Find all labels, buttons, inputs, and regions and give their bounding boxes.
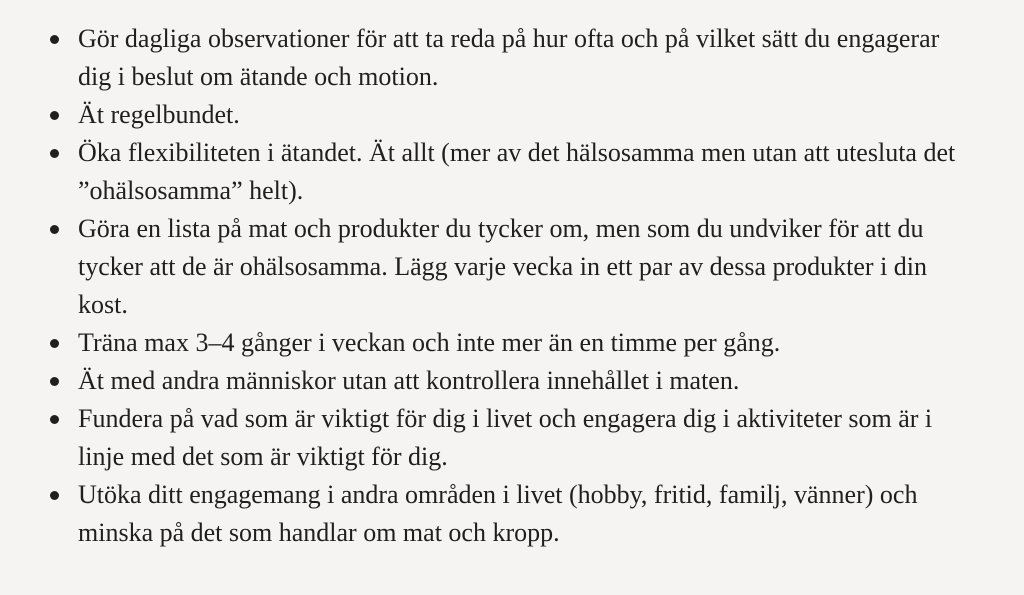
list-item-text: Utöka ditt engagemang i andra områden i livet (hobby, fritid, familj, vänner) och minska på det som handlar om mat och kropp. <box>78 480 918 547</box>
list-item-text: Träna max 3–4 gånger i veckan och inte mer än en timme per gång. <box>78 328 781 357</box>
list-item <box>48 134 974 210</box>
list-item <box>48 476 974 552</box>
list-item <box>48 324 974 362</box>
bullet-dot-icon <box>50 225 59 234</box>
list-item <box>48 210 974 324</box>
list-item <box>48 96 974 134</box>
list-item <box>48 400 974 476</box>
list-item-text: Göra en lista på mat och produkter du tycker om, men som du undviker för att du tycker att de är ohälsosamma. Lägg varje vecka in ett par av dessa produkter i din kost. <box>78 214 928 319</box>
list-item <box>48 20 974 96</box>
list-item-text: Ät med andra människor utan att kontrollera innehållet i maten. <box>78 366 740 395</box>
list-item-text: Fundera på vad som är viktigt för dig i livet och engagera dig i aktiviteter som är i linje med det som är viktigt för dig. <box>78 404 933 471</box>
list-item-text: Ät regelbundet. <box>78 100 240 129</box>
bullet-list <box>48 20 974 552</box>
bullet-dot-icon <box>50 35 59 44</box>
list-item-text: Öka flexibiliteten i ätandet. Ät allt (mer av det hälsosamma men utan att utesluta det ”ohälsosamma” helt). <box>78 138 956 205</box>
bullet-dot-icon <box>50 377 59 386</box>
bullet-dot-icon <box>50 415 59 424</box>
bullet-dot-icon <box>50 149 59 158</box>
bullet-dot-icon <box>50 339 59 348</box>
bullet-dot-icon <box>50 111 59 120</box>
bullet-dot-icon <box>50 491 59 500</box>
list-item <box>48 362 974 400</box>
list-item-text: Gör dagliga observationer för att ta reda på hur ofta och på vilket sätt du engagerar dig i beslut om ätande och motion. <box>78 24 940 91</box>
